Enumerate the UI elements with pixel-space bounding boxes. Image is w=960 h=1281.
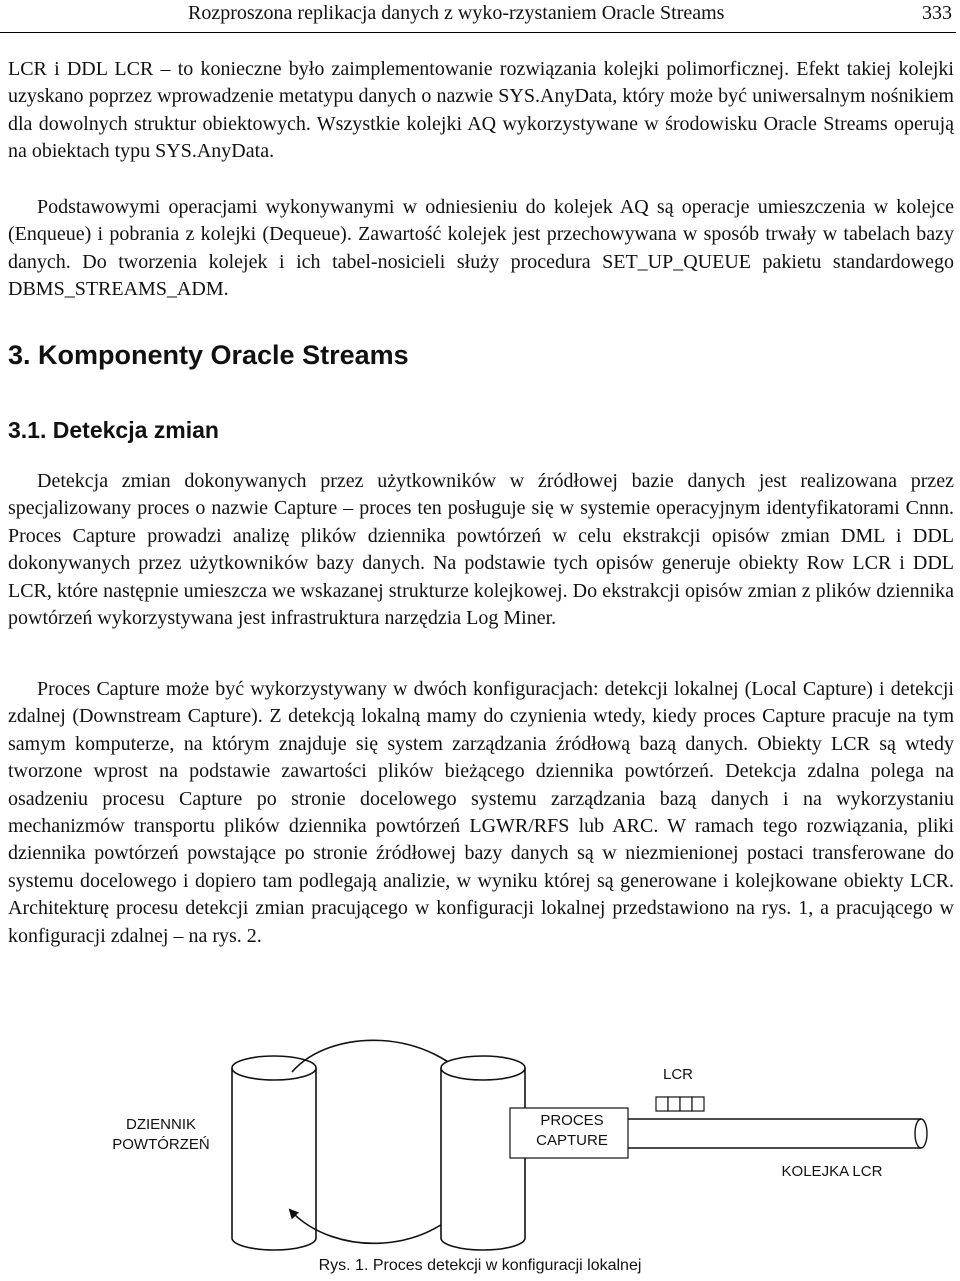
figure-1 <box>0 1020 960 1281</box>
subsection-heading: 3.1. Detekcja zmian <box>8 417 219 443</box>
running-header-title: Rozproszona replikacja danych z wyko-rzystaniem Oracle Streams <box>188 2 725 24</box>
capture-process-label-line2: CAPTURE <box>536 1132 608 1149</box>
redo-log-label <box>86 1115 236 1155</box>
redo-log-label-line1: DZIENNIK <box>125 1116 196 1133</box>
lcr-record-icon <box>656 1097 704 1111</box>
paragraph-capture-process: Detekcja zmian dokonywanych przez użytkowników w źródłowej bazie danych jest realizowana przez specjalizowany proces o nazwie Capture – proces ten posługuje się w systemie operacyjnym identyfikatorami Cnnn. Proces Capture prowadzi analizę plików dziennika powtórzeń w celu ekstrakcji opisów zmian DML i DDL dokonywanych przez użytkowników bazy danych. Na podstawie tych opisów generuje obiekty Row LCR i DDL LCR, które następnie umieszcza we wskazanej strukturze kolejkowej. Do ekstrakcji opisów zmian z plików dziennika powtórzeń wykorzystywana jest infrastruktura narzędzia Log Miner. <box>8 470 954 630</box>
section-heading: 3. Komponenty Oracle Streams <box>8 340 409 370</box>
paragraph-anydata: LCR i DDL LCR – to konieczne było zaimplementowanie rozwiązania kolejki polimorficznej. Efekt takiej kolejki uzyskano poprzez wprowadzenie metatypu danych o nazwie SYS.AnyData, który może być uniwersalnym nośnikiem dla dowolnych struktur obiektowych. Wszystkie kolejki AQ wykorzystywane w środowisku Oracle Streams operują na obiektach typu SYS.AnyData. <box>8 58 954 163</box>
lcr-label: LCR <box>662 1066 693 1083</box>
lcr-queue-label: KOLEJKA LCR <box>781 1163 883 1180</box>
running-header <box>0 0 956 33</box>
redo-log-cylinder <box>232 1056 316 1250</box>
figure-caption: Rys. 1. Proces detekcji w konfiguracji lokalnej <box>318 1257 642 1274</box>
redo-log-label-line2: POWTÓRZEŃ <box>112 1136 210 1153</box>
lcr-queue-pipe <box>628 1119 927 1148</box>
paragraph-capture-configurations: Proces Capture może być wykorzystywany w dwóch konfiguracjach: detekcji lokalnej (Local Capture) i detekcji zdalnej (Downstream Capture). Z detekcją lokalną mamy do czynienia wtedy, kiedy proces Capture pracuje na tym samym komputerze, na którym znajduje się system zarządzania źródłową bazą danych. Obiekty LCR są wtedy tworzone wprost na podstawie zawartości plików bieżącego dziennika powtórzeń. Detekcja zdalna polega na osadzeniu procesu Capture po stronie docelowego systemu zarządzania bazą danych i na wykorzystaniu mechanizmów transportu plików dziennika powtórzeń LGWR/RFS lub ARC. W ramach tego rozwiązania, pliki dziennika powtórzeń powstające po stronie źródłowej bazy danych są w niezmienionej postaci transferowane do systemu docelowego i dopiero tam podlegają analizie, w wyniku której są generowane i kolejkowane obiekty LCR. Architekturę procesu detekcji zmian pracującego w konfiguracji lokalnej przedstawiono na rys. 1, a pracującego w konfiguracji zdalnej – na rys. 2. <box>8 678 954 947</box>
capture-process-label <box>518 1111 626 1151</box>
paragraph-enqueue-dequeue: Podstawowymi operacjami wykonywanymi w odniesieniu do kolejek AQ są operacje umieszczenia w kolejce (Enqueue) i pobrania z kolejki (Dequeue). Zawartość kolejek jest przechowywana w sposób trwały w tabelach bazy danych. Do tworzenia kolejek i ich tabel-nosicieli służy procedura SET_UP_QUEUE pakietu standardowego DBMS_STREAMS_ADM. <box>8 196 954 301</box>
page-number: 333 <box>922 2 952 24</box>
capture-process-label-line1: PROCES <box>540 1112 604 1129</box>
